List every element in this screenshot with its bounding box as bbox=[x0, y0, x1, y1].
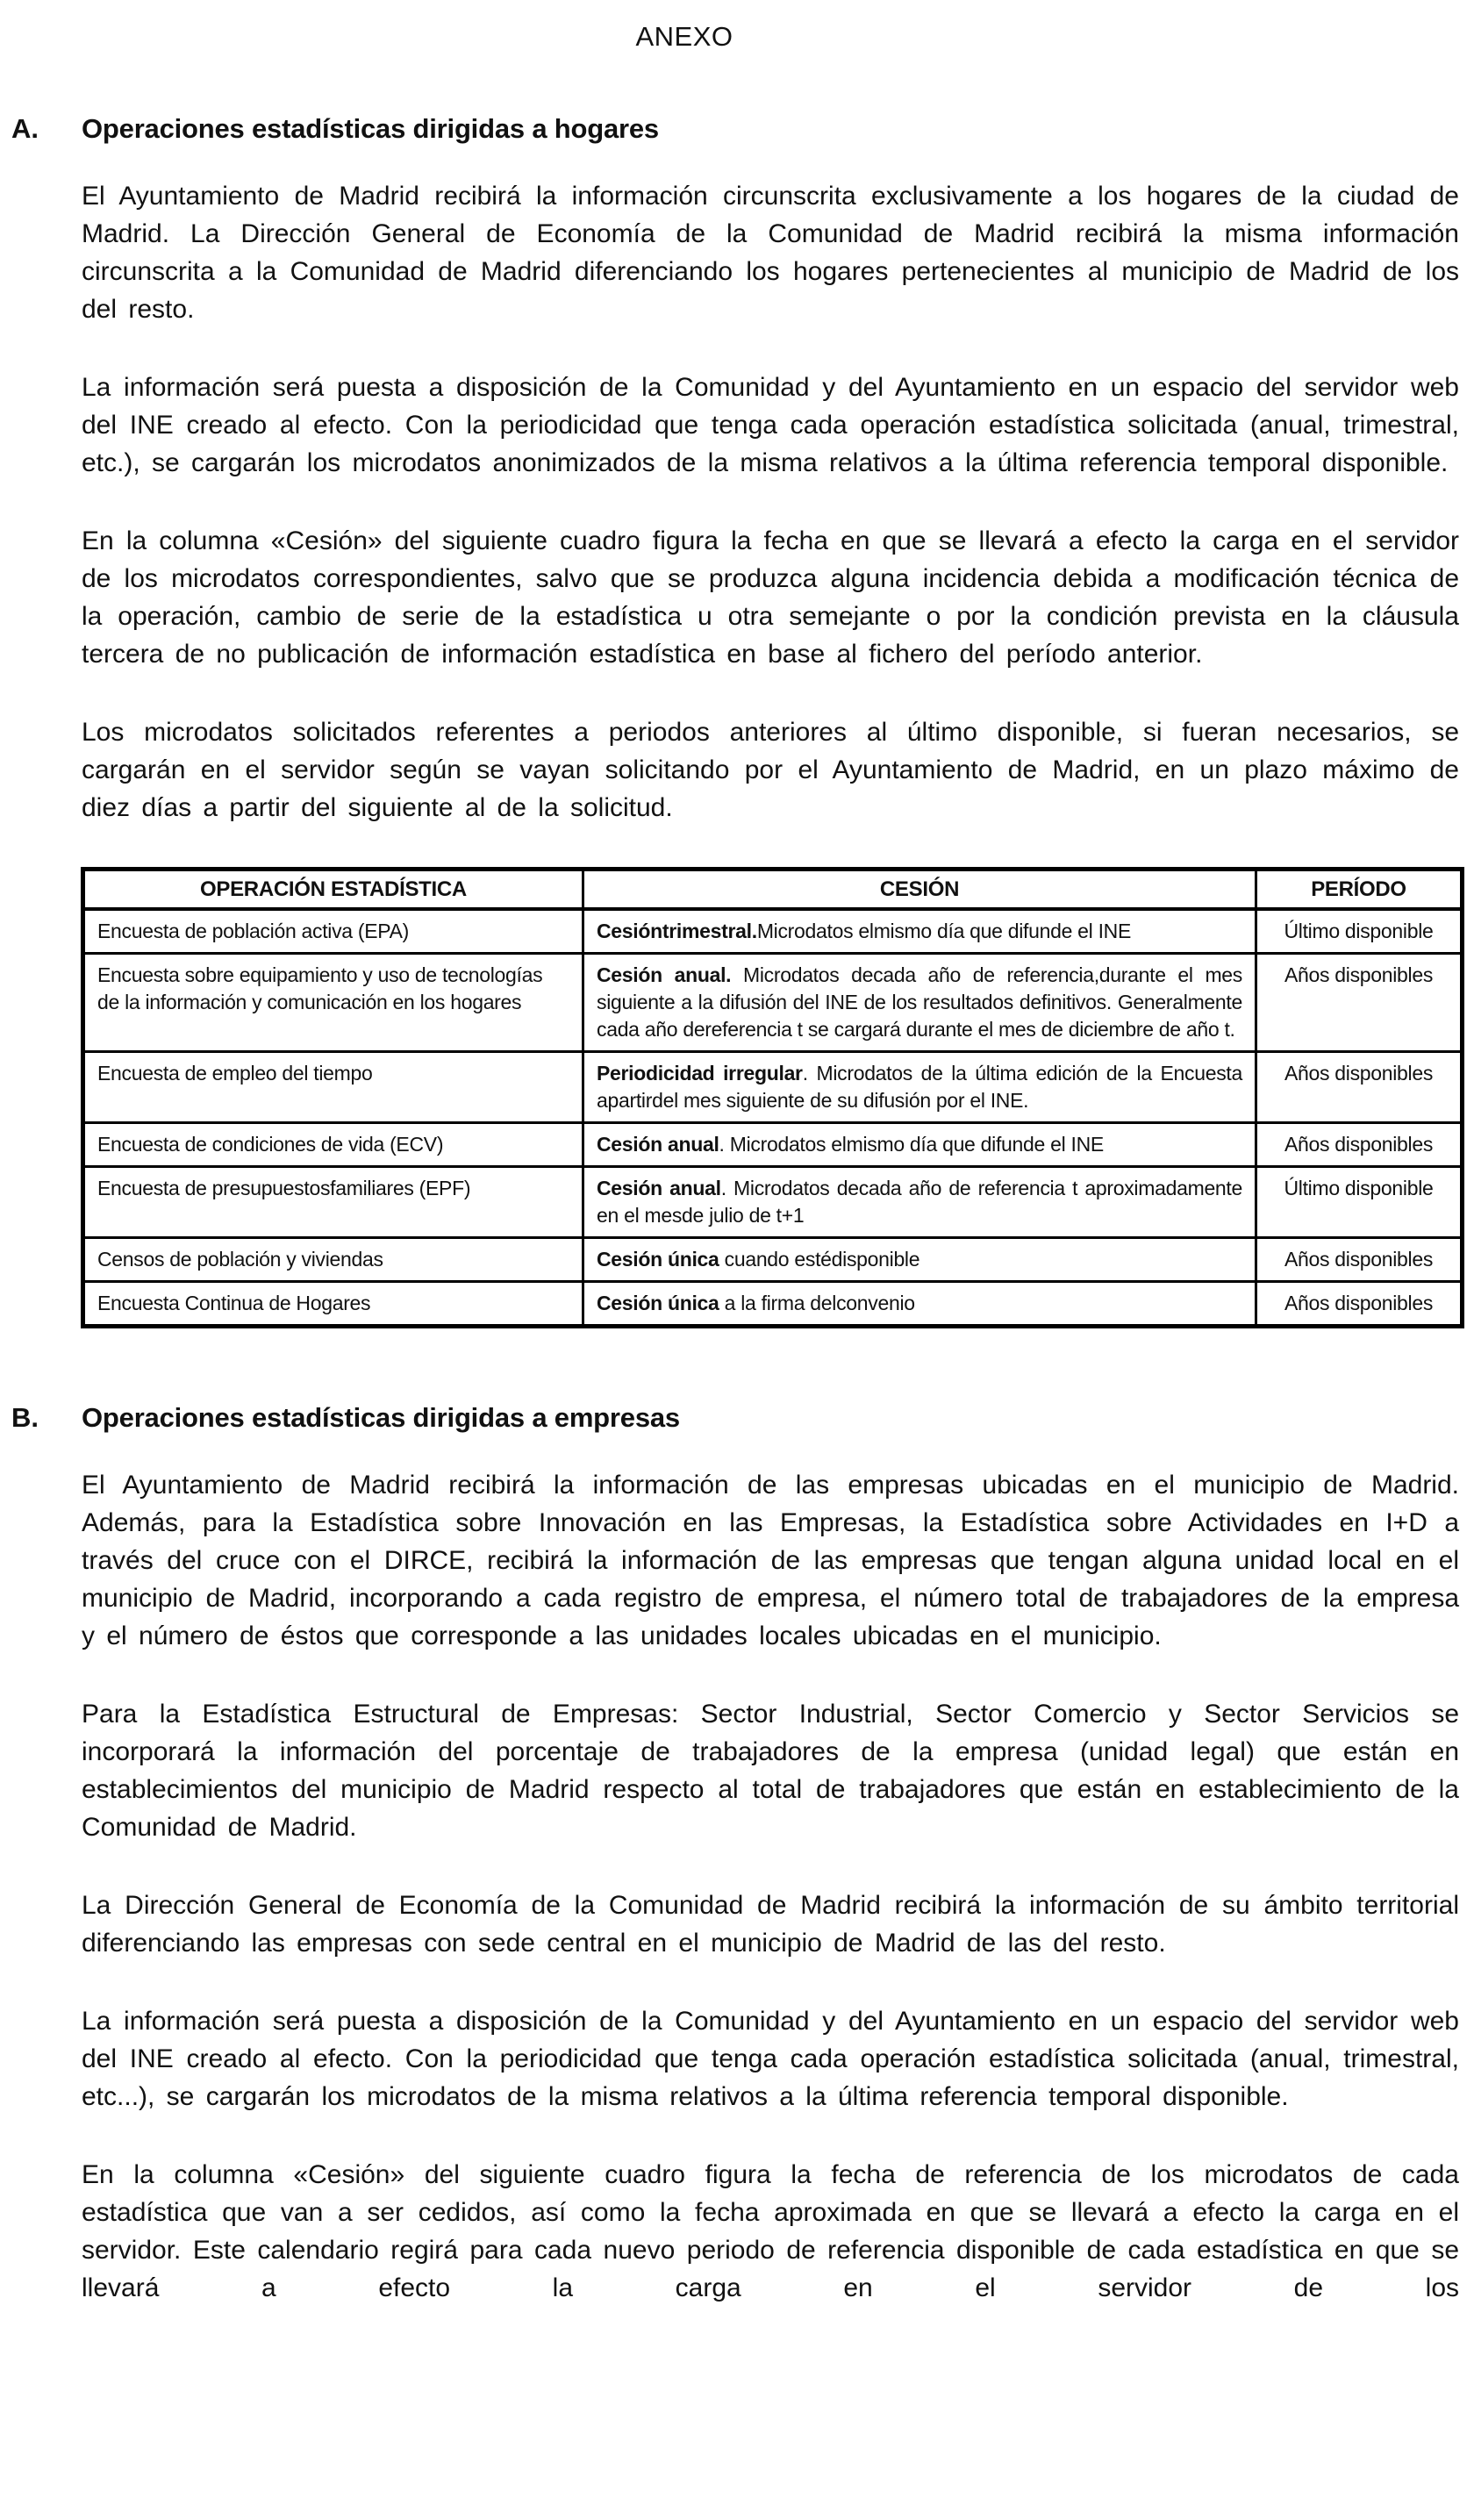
cesion-bold-text: Cesión única bbox=[597, 1248, 719, 1271]
table-row bbox=[83, 1052, 1463, 1123]
cesion-bold-text: Cesión anual. bbox=[597, 963, 732, 986]
cesion-rest-text: . Microdatos elmismo día que difunde el INE bbox=[719, 1133, 1104, 1156]
paragraph-b4: La información será puesta a disposición de la Comunidad y del Ayuntamiento en un espacio del servidor web del INE creado al efecto. Con la periodicidad que tenga cada operación estadística solicitada (anual, trimestral, etc...), se cargarán los microdatos de la misma relativos a la última referencia temporal disponible. bbox=[82, 2007, 1459, 2111]
cesion-rest-text: Microdatos decada año de referencia,durante el mes siguiente a la difusión del INE de los resultados definitivos. Generalmente cada año dereferencia t se cargará durante el mes de diciembre de año t. bbox=[597, 963, 1242, 1041]
operation-cell: Encuesta sobre equipamiento y uso de tecnologías de la información y comunicación en los hogares bbox=[83, 954, 583, 1052]
cesion-rest-text: Microdatos elmismo día que difunde el INE bbox=[756, 920, 1132, 942]
operation-cell: Encuesta de población activa (EPA) bbox=[83, 909, 583, 954]
cesion-cell bbox=[583, 1123, 1256, 1167]
period-cell: Último disponible bbox=[1256, 909, 1463, 954]
column-header-cesion: CESIÓN bbox=[583, 870, 1256, 910]
table-row bbox=[83, 909, 1463, 954]
cesion-cell bbox=[583, 909, 1256, 954]
section-a-label: A. bbox=[11, 113, 39, 144]
cesion-cell bbox=[583, 1167, 1256, 1238]
cesion-bold-text: Cesión anual bbox=[597, 1177, 721, 1199]
cesion-rest-text: cuando estédisponible bbox=[719, 1248, 920, 1271]
cesion-rest-text: a la firma delconvenio bbox=[719, 1292, 915, 1314]
cesion-bold-text: Cesión única bbox=[597, 1292, 719, 1314]
period-cell: Años disponibles bbox=[1256, 1282, 1463, 1327]
table-header-row bbox=[83, 870, 1463, 910]
page-title: ANEXO bbox=[635, 21, 733, 52]
operation-cell: Censos de población y viviendas bbox=[83, 1238, 583, 1282]
table-row bbox=[83, 1167, 1463, 1238]
paragraph-b5: En la columna «Cesión» del siguiente cuadro figura la fecha de referencia de los microdatos de cada estadística que van a ser cedidos, así como la fecha aproximada en que se llevará a efecto la carga en el servidor. Este calendario regirá para cada nuevo periodo de referencia disponible de cada estadística en que se llevará a efecto la carga en el servidor de los bbox=[82, 2160, 1459, 2302]
section-b-label: B. bbox=[11, 1402, 39, 1433]
paragraph-a2: La información será puesta a disposición de la Comunidad y del Ayuntamiento en un espacio del servidor web del INE creado al efecto. Con la periodicidad que tenga cada operación estadística solicitada (anual, trimestral, etc.), se cargarán los microdatos anonimizados de la misma relativos a la última referencia temporal disponible. bbox=[82, 373, 1459, 477]
statistics-operations-table bbox=[81, 867, 1464, 1328]
period-cell: Años disponibles bbox=[1256, 1238, 1463, 1282]
paragraph-a4: Los microdatos solicitados referentes a periodos anteriores al último disponible, si fueran necesarios, se cargarán en el servidor según se vayan solicitando por el Ayuntamiento de Madrid, en un plazo máximo de diez días a partir del siguiente al de la solicitud. bbox=[82, 718, 1459, 822]
table-row bbox=[83, 1123, 1463, 1167]
cesion-bold-text: Cesión anual bbox=[597, 1133, 719, 1156]
cesion-bold-text: Cesióntrimestral. bbox=[597, 920, 757, 942]
table-row bbox=[83, 954, 1463, 1052]
table-row bbox=[83, 1282, 1463, 1327]
operation-cell: Encuesta de empleo del tiempo bbox=[83, 1052, 583, 1123]
cesion-bold-text: Periodicidad irregular bbox=[597, 1062, 803, 1085]
period-cell: Años disponibles bbox=[1256, 1052, 1463, 1123]
column-header-operacion: OPERACIÓN ESTADÍSTICA bbox=[83, 870, 583, 910]
cesion-rest-text: . Microdatos de la última edición de la Encuesta apartirdel mes siguiente de su difusión por el INE. bbox=[597, 1062, 1243, 1112]
section-b-heading: Operaciones estadísticas dirigidas a empresas bbox=[82, 1402, 680, 1433]
paragraph-b3: La Dirección General de Economía de la Comunidad de Madrid recibirá la información de su ámbito territorial diferenciando las empresas con sede central en el municipio de Madrid de las del resto. bbox=[82, 1891, 1459, 1958]
period-cell: Años disponibles bbox=[1256, 1123, 1463, 1167]
section-a-heading: Operaciones estadísticas dirigidas a hogares bbox=[82, 113, 659, 144]
paragraph-b2: Para la Estadística Estructural de Empresas: Sector Industrial, Sector Comercio y Sector Servicios se incorporará la información del porcentaje de trabajadores de la empresa (unidad legal) que están en establecimientos del municipio de Madrid respecto al total de trabajadores que están en establecimiento de la Comunidad de Madrid. bbox=[82, 1700, 1459, 1842]
paragraph-b1: El Ayuntamiento de Madrid recibirá la información de las empresas ubicadas en el municipio de Madrid. Además, para la Estadística sobre Innovación en las Empresas, la Estadística sobre Actividades en I+D a través del cruce con el DIRCE, recibirá la información de las empresas que tengan alguna unidad local en el municipio de Madrid, incorporando a cada registro de empresa, el número total de trabajadores de la empresa y el número de éstos que corresponde a las unidades locales ubicadas en el municipio. bbox=[82, 1471, 1459, 1650]
period-cell: Años disponibles bbox=[1256, 954, 1463, 1052]
cesion-cell bbox=[583, 954, 1256, 1052]
table-row bbox=[83, 1238, 1463, 1282]
operation-cell: Encuesta Continua de Hogares bbox=[83, 1282, 583, 1327]
column-header-periodo: PERÍODO bbox=[1256, 870, 1463, 910]
paragraph-a3: En la columna «Cesión» del siguiente cuadro figura la fecha en que se llevará a efecto la carga en el servidor de los microdatos correspondientes, salvo que se produzca alguna incidencia debida a modificación técnica de la operación, cambio de serie de la estadística u otra semejante o por la condición prevista en la cláusula tercera de no publicación de información estadística en base al fichero del período anterior. bbox=[82, 526, 1459, 669]
cesion-rest-text: . Microdatos decada año de referencia t aproximadamente en el mesde julio de t+1 bbox=[597, 1177, 1243, 1227]
section-a-header bbox=[11, 110, 1459, 147]
operation-cell: Encuesta de presupuestosfamiliares (EPF) bbox=[83, 1167, 583, 1238]
section-b-header bbox=[11, 1399, 1459, 1436]
cesion-cell bbox=[583, 1052, 1256, 1123]
cesion-cell bbox=[583, 1282, 1256, 1327]
operation-cell: Encuesta de condiciones de vida (ECV) bbox=[83, 1123, 583, 1167]
paragraph-a1: El Ayuntamiento de Madrid recibirá la información circunscrita exclusivamente a los hogares de la ciudad de Madrid. La Dirección General de Economía de la Comunidad de Madrid recibirá la misma información circunscrita a la Comunidad de Madrid diferenciando los hogares pertenecientes al municipio de Madrid de los del resto. bbox=[82, 182, 1459, 324]
period-cell: Último disponible bbox=[1256, 1167, 1463, 1238]
cesion-cell bbox=[583, 1238, 1256, 1282]
